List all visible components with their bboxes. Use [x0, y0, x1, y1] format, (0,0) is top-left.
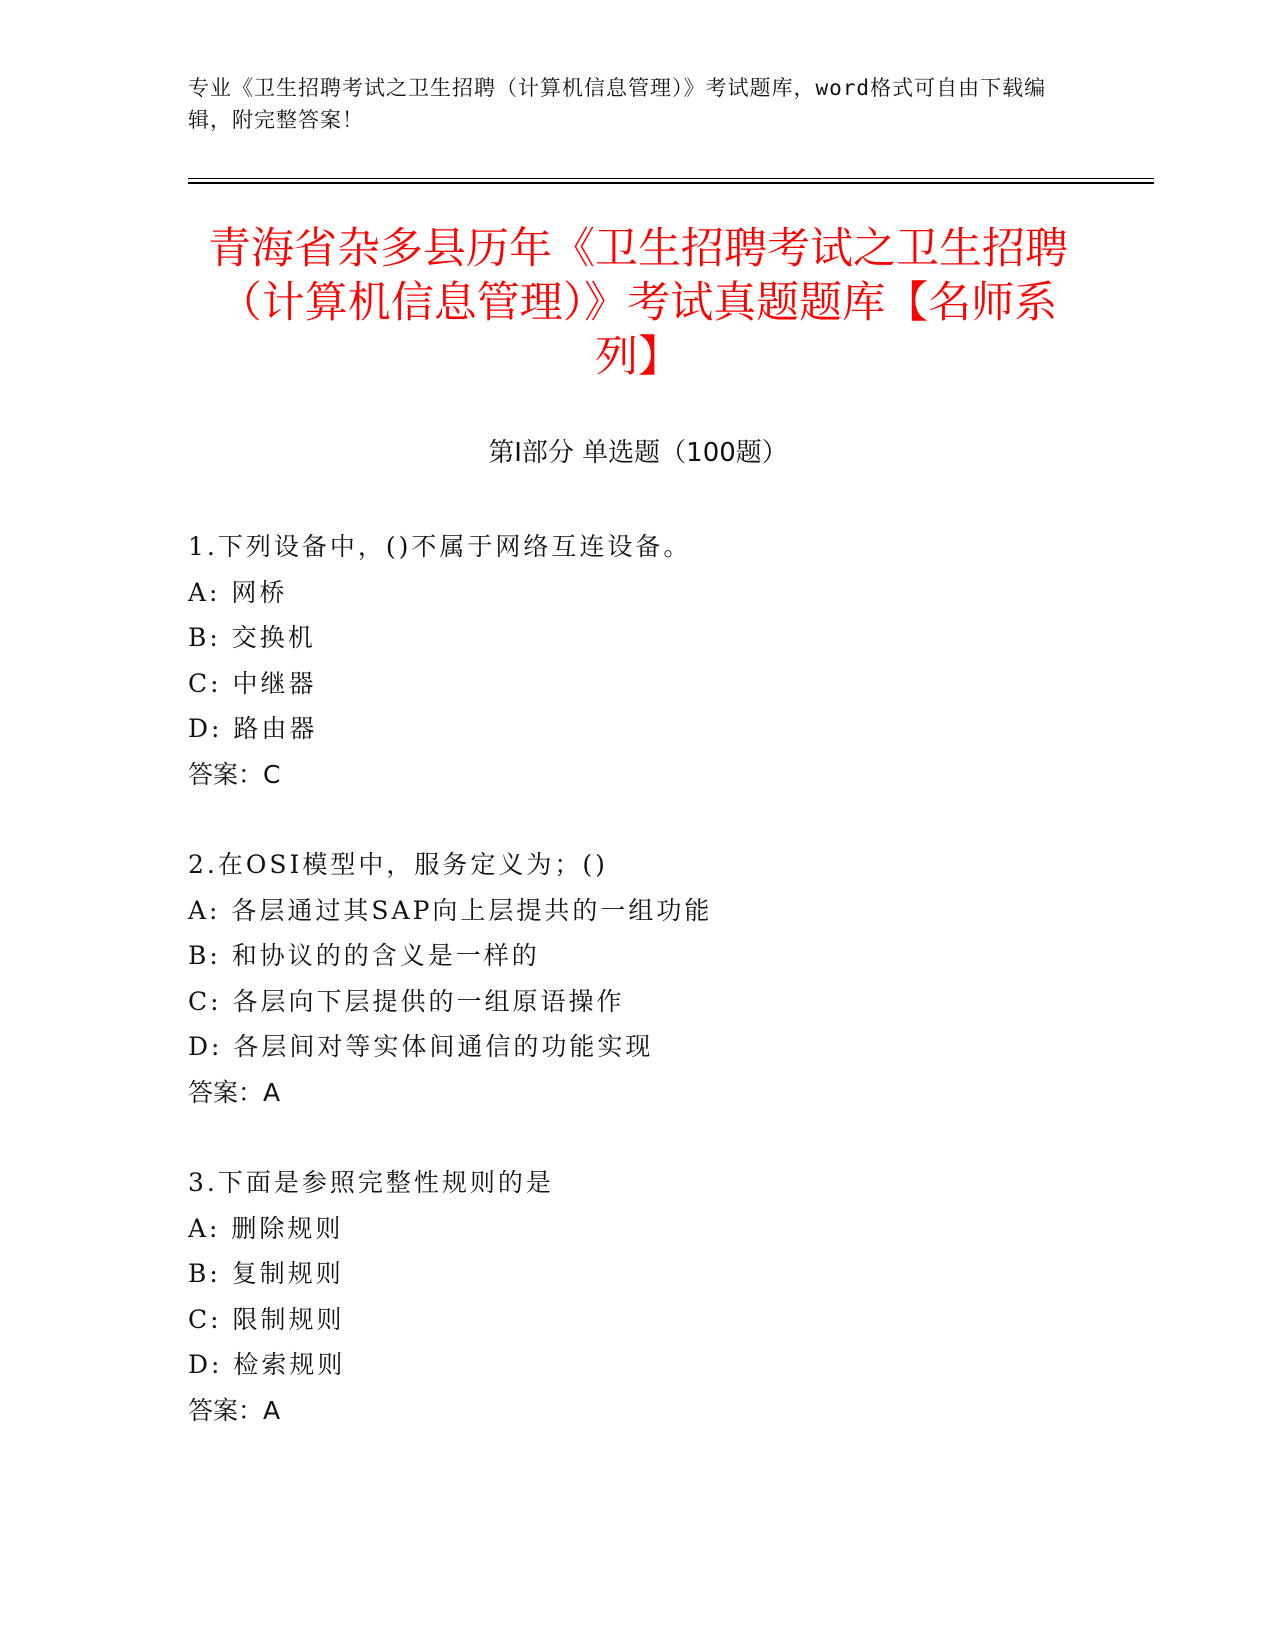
header-divider-thick [188, 182, 1154, 184]
option-c: C: 限制规则 [188, 1304, 345, 1334]
option-d: D: 检索规则 [188, 1350, 346, 1379]
document-title: 青海省杂多县历年《卫生招聘考试之卫生招聘（计算机信息管理）》考试真题题库【名师系列】 [208, 224, 1068, 382]
option-a: A: 各层通过其SAP向上层提共的一组功能 [188, 895, 713, 925]
question-item [188, 842, 1148, 1115]
header-divider-thin [188, 178, 1154, 179]
section-title: 第I部分 单选题（100题） [488, 438, 788, 468]
option-c: C: 中继器 [188, 668, 317, 698]
question-stem: 3.下面是参照完整性规则的是 [188, 1168, 554, 1197]
question-answer: 答案：C [188, 759, 281, 789]
option-a: A: 删除规则 [188, 1213, 344, 1243]
option-b: B: 和协议的的含义是一样的 [188, 941, 540, 970]
question-item [188, 1160, 1148, 1433]
header-note: 专业《卫生招聘考试之卫生招聘（计算机信息管理）》考试题库，word格式可自由下载编辑，附完整答案！ [188, 76, 1047, 132]
question-answer: 答案：A [188, 1077, 281, 1107]
option-b: B: 交换机 [188, 623, 316, 652]
option-c: C: 各层向下层提供的一组原语操作 [188, 986, 625, 1016]
option-a: A: 网桥 [188, 577, 288, 607]
question-answer: 答案：A [188, 1395, 281, 1425]
option-d: D: 各层间对等实体间通信的功能实现 [188, 1032, 654, 1061]
question-stem: 2.在OSI模型中，服务定义为；() [188, 850, 608, 879]
option-b: B: 复制规则 [188, 1259, 344, 1288]
option-d: D: 路由器 [188, 714, 318, 743]
question-item [188, 524, 1148, 797]
question-stem: 1.下列设备中，()不属于网络互连设备。 [188, 532, 692, 561]
